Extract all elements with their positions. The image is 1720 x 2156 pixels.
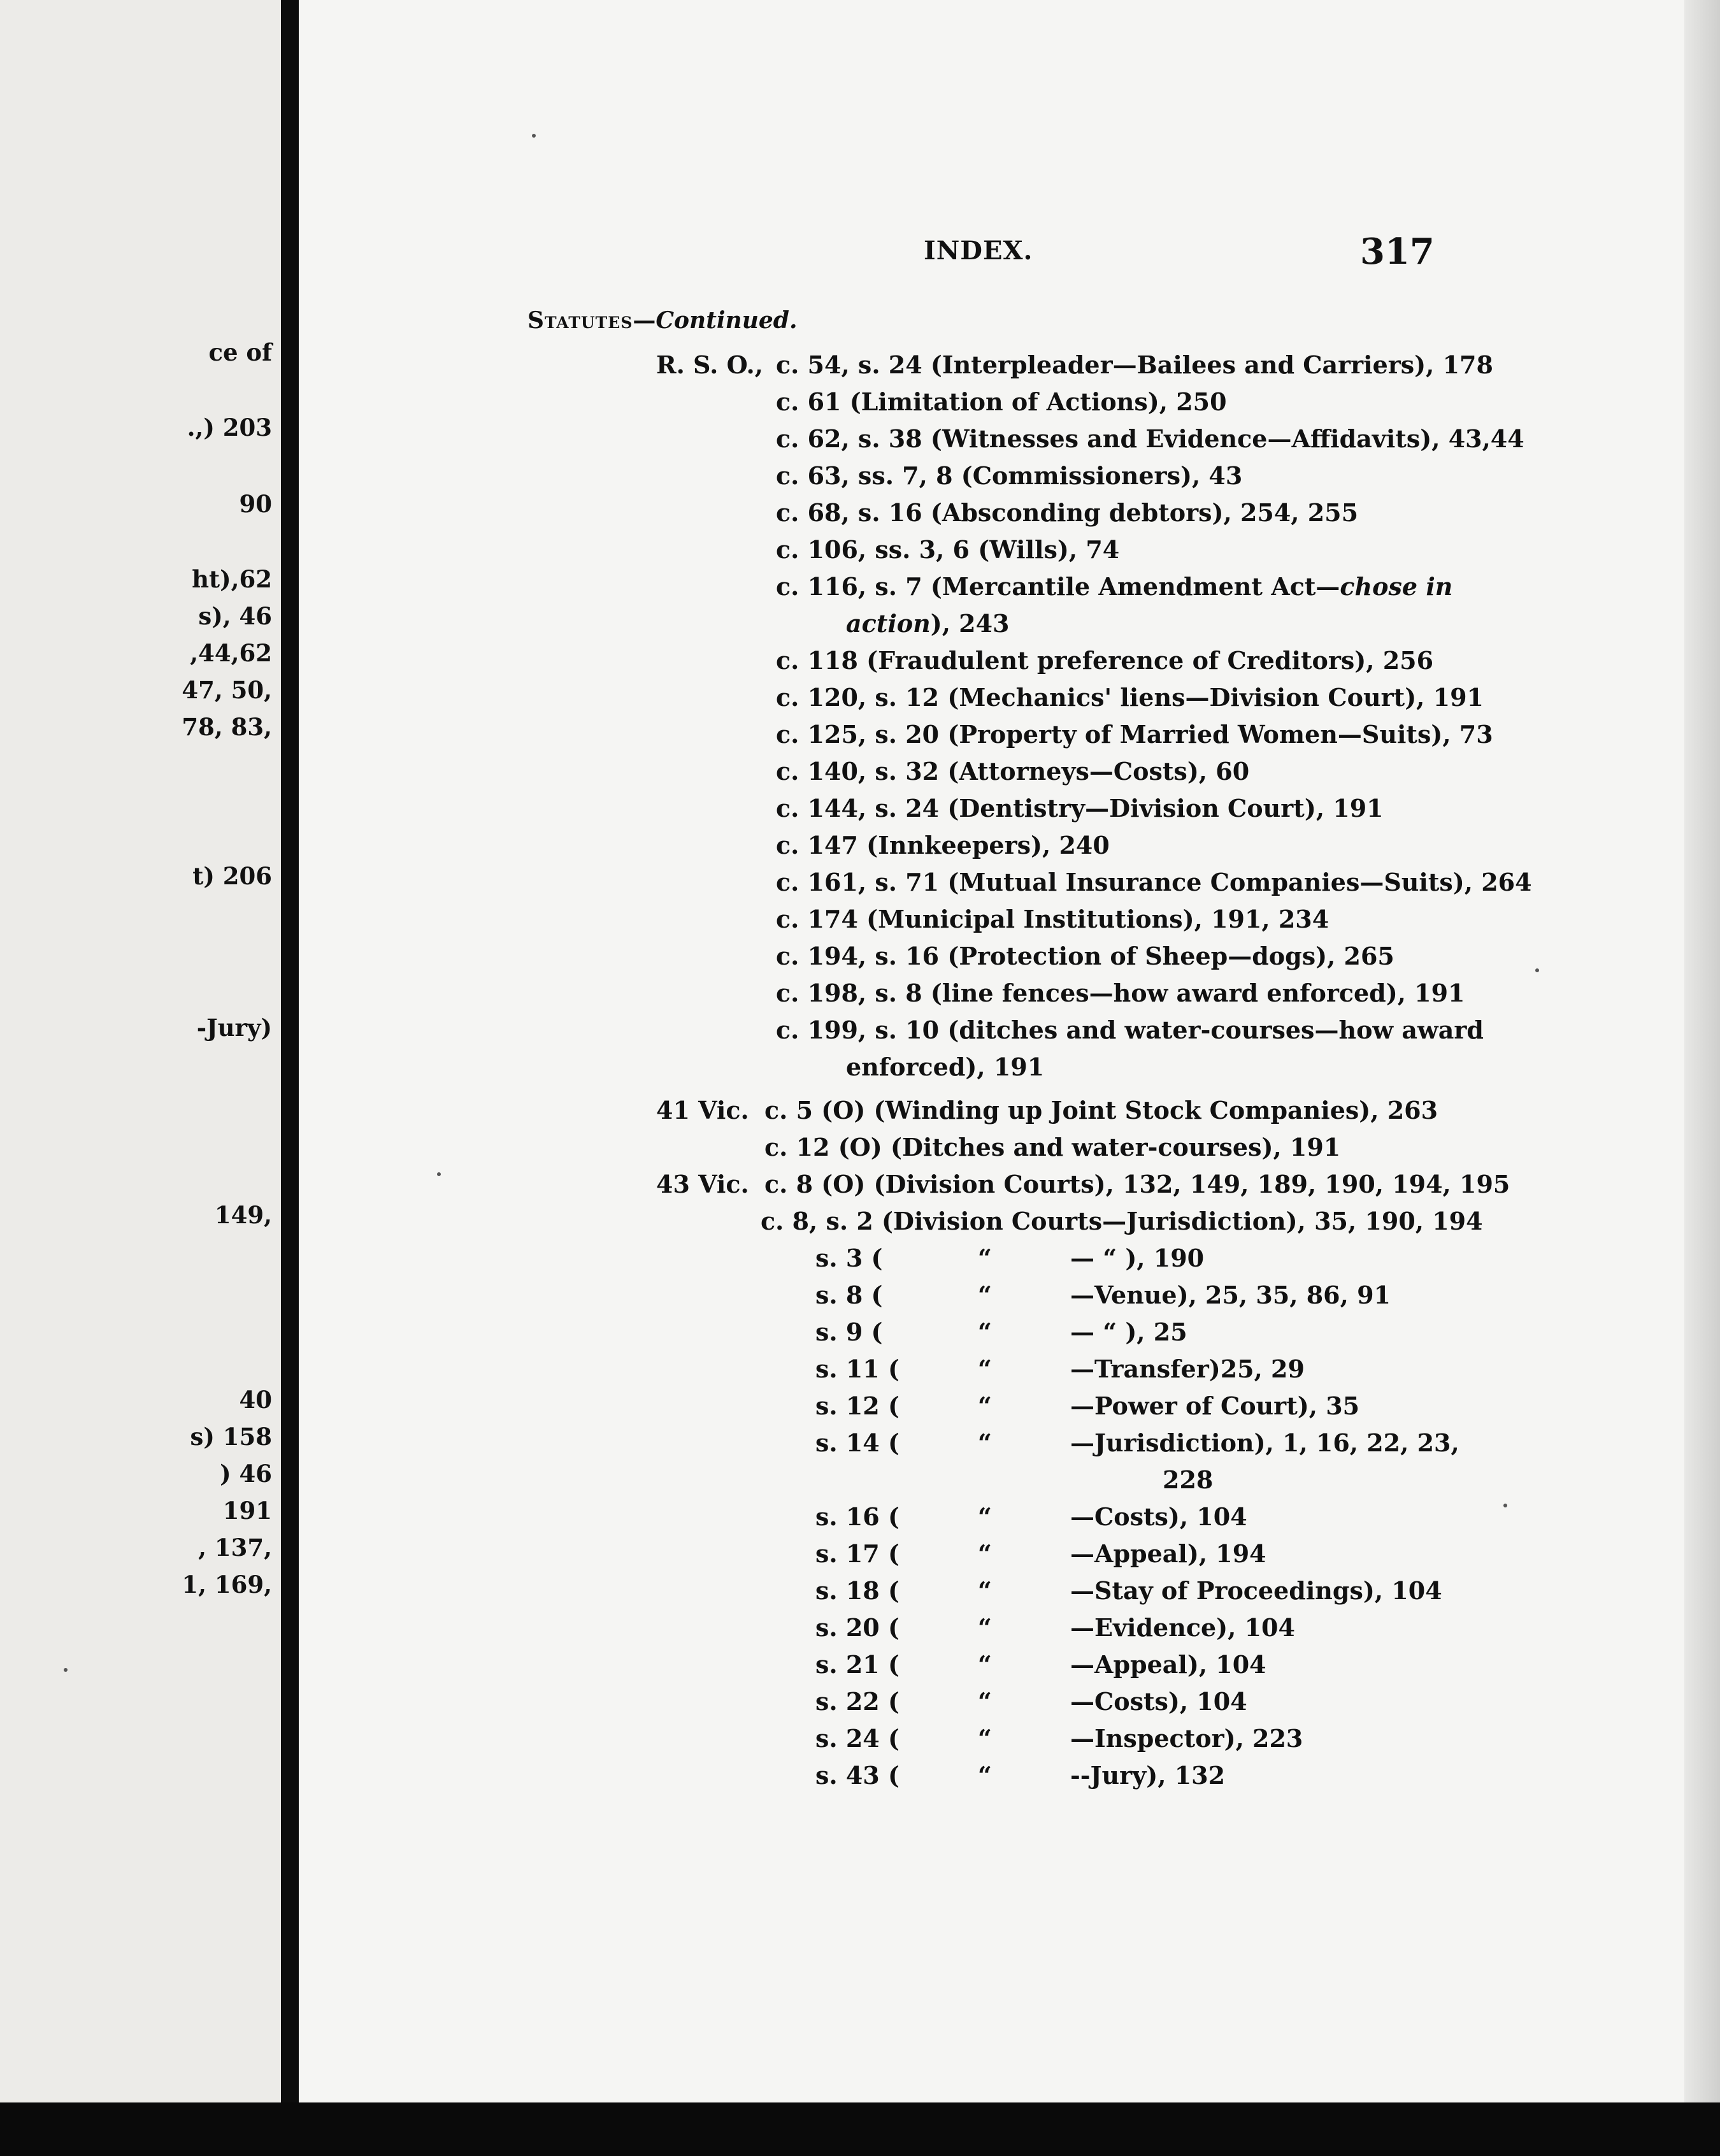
book-gutter (281, 0, 299, 2102)
subsection-row (815, 1538, 1427, 1570)
index-entry-text: c. 116, s. 7 (Mercantile Amendment Act— (776, 572, 1340, 601)
ditto-mark: “ (978, 1650, 992, 1679)
subsection-row (815, 1242, 1427, 1274)
subsection-text: —Power of Court), 35 (1070, 1391, 1360, 1420)
subsection-row (815, 1612, 1427, 1644)
ditto-mark: “ (978, 1244, 992, 1272)
index-entry: c. 198, s. 8 (line fences—how award enforced), 191 (776, 979, 1465, 1007)
facing-fragment: , 137, (198, 1534, 272, 1562)
subsection-text: —Costs), 104 (1070, 1687, 1247, 1716)
page-number: 317 (1360, 231, 1435, 273)
facing-fragment: t) 206 (192, 862, 272, 890)
index-entry: c. 54, s. 24 (Interpleader—Bailees and Carriers), 178 (776, 350, 1493, 379)
index-entry-text: ), 243 (930, 609, 1010, 638)
subsection-text: — “ ), 25 (1070, 1318, 1187, 1346)
subsection-row (815, 1649, 1427, 1681)
facing-fragment: ) 46 (220, 1460, 272, 1488)
index-entry: c. 147 (Innkeepers), 240 (776, 831, 1110, 859)
subsection-text: —Venue), 25, 35, 86, 91 (1070, 1281, 1391, 1309)
section-heading: Statutes—Continued. (527, 307, 798, 334)
facing-fragment: ht),62 (192, 565, 272, 593)
ditto-mark: “ (978, 1428, 992, 1457)
index-entry: c. 161, s. 71 (Mutual Insurance Companies—Suits), 264 (776, 868, 1532, 896)
subsection-row (815, 1427, 1459, 1459)
scan-speck (532, 134, 536, 138)
group-label-41-vic: 41 Vic. (656, 1096, 749, 1125)
index-entry: c. 8, s. 2 (Division Courts—Jurisdiction), 35, 190, 194 (761, 1207, 1483, 1235)
subsection-text: —Appeal), 194 (1070, 1539, 1266, 1568)
scan-speck (1535, 968, 1539, 972)
ditto-mark: “ (978, 1318, 992, 1346)
facing-fragment: ,44,62 (190, 639, 272, 667)
scan-bottom-border (0, 2102, 1720, 2156)
index-entry: c. 5 (O) (Winding up Joint Stock Companies), 263 (764, 1096, 1438, 1125)
subsection-number: s. 8 ( (815, 1281, 883, 1309)
subsection-row (815, 1723, 1427, 1755)
scan-speck (64, 1668, 68, 1672)
ditto-mark: “ (978, 1724, 992, 1753)
facing-fragment: s), 46 (198, 602, 272, 630)
index-entry-continuation (846, 608, 1010, 640)
facing-fragment: 149, (214, 1201, 272, 1229)
subsection-row (815, 1390, 1427, 1422)
subsection-number: s. 17 ( (815, 1539, 899, 1568)
index-entry: c. 199, s. 10 (ditches and water-courses—how award (776, 1016, 1484, 1044)
subsection-row (815, 1760, 1427, 1792)
index-entry: c. 68, s. 16 (Absconding debtors), 254, 255 (776, 498, 1359, 527)
subsection-number: s. 12 ( (815, 1391, 899, 1420)
facing-fragment: 47, 50, (182, 676, 272, 704)
index-entry: c. 61 (Limitation of Actions), 250 (776, 387, 1227, 416)
subsection-row (815, 1316, 1427, 1348)
facing-fragment: 78, 83, (182, 713, 272, 741)
subsection-text: —Evidence), 104 (1070, 1613, 1295, 1642)
subsection-text: 228 (1163, 1465, 1214, 1494)
index-entry-continuation: enforced), 191 (846, 1053, 1045, 1081)
subsection-row (815, 1279, 1427, 1311)
scan-speck (1503, 1504, 1507, 1507)
ditto-mark: “ (978, 1502, 992, 1531)
facing-fragment: 191 (222, 1497, 272, 1525)
subsection-row-continuation (815, 1464, 1427, 1496)
index-entry: c. 144, s. 24 (Dentistry—Division Court), 191 (776, 794, 1384, 823)
subsection-number: s. 11 ( (815, 1355, 899, 1383)
subsection-number: s. 21 ( (815, 1650, 899, 1679)
subsection-number: s. 20 ( (815, 1613, 899, 1642)
ditto-mark: “ (978, 1687, 992, 1716)
index-entry: c. 140, s. 32 (Attorneys—Costs), 60 (776, 757, 1250, 786)
subsection-number: s. 3 ( (815, 1244, 883, 1272)
facing-fragment: ce of (208, 338, 272, 366)
subsection-number: s. 9 ( (815, 1318, 883, 1346)
index-entry-italic: action (846, 609, 931, 638)
ditto-mark: “ (978, 1539, 992, 1568)
index-entry: c. 63, ss. 7, 8 (Commissioners), 43 (776, 461, 1243, 490)
subsection-text: —Appeal), 104 (1070, 1650, 1266, 1679)
subsection-number: s. 18 ( (815, 1576, 899, 1605)
section-name: Statutes (527, 307, 633, 334)
index-entry: c. 174 (Municipal Institutions), 191, 234 (776, 905, 1329, 933)
group-label-rso: R. S. O., (656, 350, 763, 379)
subsection-text: —Jurisdiction), 1, 16, 22, 23, (1070, 1428, 1459, 1457)
subsection-text: —Costs), 104 (1070, 1502, 1247, 1531)
group-label-43-vic: 43 Vic. (656, 1170, 749, 1198)
subsection-number: s. 24 ( (815, 1724, 899, 1753)
subsection-text: --Jury), 132 (1070, 1761, 1226, 1790)
index-entry: c. 12 (O) (Ditches and water-courses), 191 (764, 1133, 1341, 1161)
ditto-mark: “ (978, 1613, 992, 1642)
index-entry (776, 571, 1453, 603)
index-entry: c. 118 (Fraudulent preference of Creditors), 256 (776, 646, 1434, 675)
facing-fragment: -Jury) (196, 1014, 272, 1042)
page-edge-shadow (1684, 0, 1720, 2102)
index-entry: c. 106, ss. 3, 6 (Wills), 74 (776, 535, 1120, 564)
subsection-row (815, 1575, 1442, 1607)
ditto-mark: “ (978, 1355, 992, 1383)
index-entry: c. 120, s. 12 (Mechanics' liens—Division Court), 191 (776, 683, 1484, 712)
ditto-mark: “ (978, 1391, 992, 1420)
facing-fragment: .,) 203 (187, 413, 272, 442)
subsection-text: —Stay of Proceedings), 104 (1070, 1576, 1442, 1605)
subsection-number: s. 22 ( (815, 1687, 899, 1716)
index-entry-italic: chose in (1340, 572, 1453, 601)
facing-page (0, 0, 281, 2156)
subsection-row (815, 1501, 1427, 1533)
subsection-text: — “ ), 190 (1070, 1244, 1205, 1272)
subsection-text: —Inspector), 223 (1070, 1724, 1303, 1753)
facing-fragment: 1, 169, (182, 1570, 272, 1599)
facing-fragment: 90 (239, 490, 272, 518)
index-entry: c. 8 (O) (Division Courts), 132, 149, 189, 190, 194, 195 (764, 1170, 1510, 1198)
subsection-number: s. 14 ( (815, 1428, 899, 1457)
subsection-number: s. 43 ( (815, 1761, 899, 1790)
index-entry: c. 62, s. 38 (Witnesses and Evidence—Affidavits), 43,44 (776, 424, 1524, 453)
index-entry: c. 125, s. 20 (Property of Married Women—Suits), 73 (776, 720, 1493, 749)
running-header: INDEX. (924, 236, 1033, 266)
ditto-mark: “ (978, 1761, 992, 1790)
ditto-mark: “ (978, 1576, 992, 1605)
facing-fragment: s) 158 (190, 1423, 272, 1451)
subsection-number: s. 16 ( (815, 1502, 899, 1531)
index-entry: c. 194, s. 16 (Protection of Sheep—dogs), 265 (776, 942, 1394, 970)
subsection-text: —Transfer)25, 29 (1070, 1355, 1305, 1383)
section-continued: Continued. (656, 307, 798, 334)
subsection-row (815, 1353, 1427, 1385)
scan-speck (437, 1172, 441, 1176)
ditto-mark: “ (978, 1281, 992, 1309)
facing-fragment: 40 (239, 1386, 272, 1414)
subsection-row (815, 1686, 1427, 1718)
